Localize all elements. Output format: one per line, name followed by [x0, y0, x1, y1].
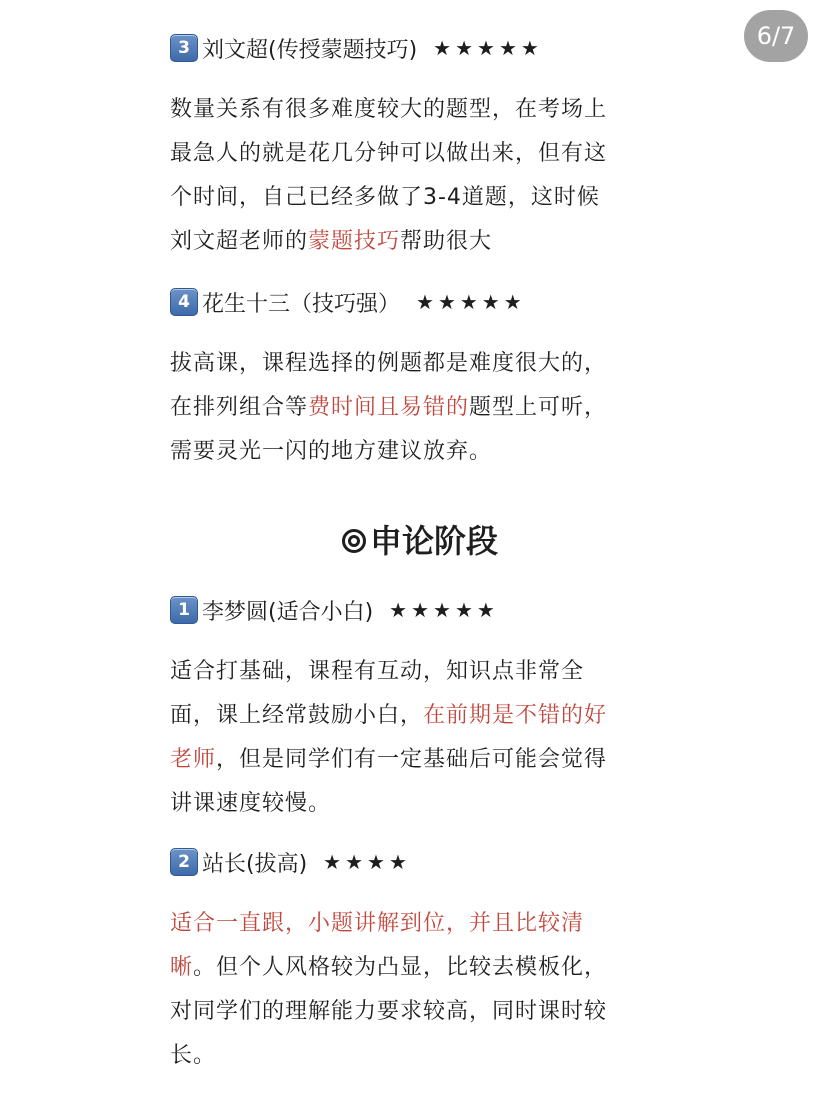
star-rating: ★★★★: [323, 850, 411, 874]
review-text: 刘文超老师的: [170, 229, 309, 254]
review-line: [170, 88, 670, 132]
section-title: [170, 516, 670, 560]
keycap-number-icon: 4: [170, 288, 198, 316]
teacher-review: [170, 650, 670, 826]
star-rating: ★★★★★: [433, 36, 543, 60]
review-text: 讲课速度较慢。: [170, 791, 332, 816]
review-line: [170, 430, 670, 474]
review-line: [170, 176, 670, 220]
teacher-name: 花生十三（技巧强）: [202, 291, 401, 317]
highlighted-text: 在前期是不错的好: [423, 703, 608, 728]
highlighted-text: 老师: [170, 747, 217, 772]
review-line: [170, 946, 670, 990]
highlighted-text: 适合一直跟，小题讲解到位，并且比较清: [170, 911, 585, 936]
teacher-name: 刘文超(传授蒙题技巧): [202, 37, 418, 63]
teacher-heading: [170, 30, 543, 66]
bullseye-icon: [342, 529, 366, 553]
review-text: 拔高课，课程选择的例题都是难度很大的，: [170, 351, 608, 376]
review-text: ，但是同学们有一定基础后可能会觉得: [216, 747, 608, 772]
teacher-review: [170, 902, 670, 1078]
review-text: 适合打基础，课程有互动，知识点非常全: [170, 659, 585, 684]
review-text: 长。: [170, 1043, 217, 1068]
review-text: 最急人的就是花几分钟可以做出来，但有这: [170, 141, 608, 166]
star-rating: ★★★★★: [416, 290, 526, 314]
review-line: [170, 738, 670, 782]
review-text: 面，课上经常鼓励小白，: [170, 703, 424, 728]
teacher-name: 站长(拔高): [202, 851, 308, 877]
review-text: 。但个人风格较为凸显，比较去模板化，: [193, 955, 608, 980]
teacher-review: [170, 342, 670, 474]
teacher-heading: [170, 592, 499, 628]
review-line: [170, 990, 670, 1034]
review-text: 对同学们的理解能力要求较高，同时课时较: [170, 999, 608, 1024]
review-text: 需要灵光一闪的地方建议放弃。: [170, 439, 493, 464]
keycap-number-icon: 2: [170, 848, 198, 876]
star-rating: ★★★★★: [389, 598, 499, 622]
teacher-heading: [170, 284, 526, 320]
teacher-review: [170, 88, 670, 264]
review-line: [170, 694, 670, 738]
page-indicator: 6/7: [744, 10, 808, 62]
review-line: [170, 782, 670, 826]
review-text: 在排列组合等: [170, 395, 309, 420]
review-line: [170, 650, 670, 694]
highlighted-text: 晰: [170, 955, 194, 980]
review-text: 帮助很大: [400, 229, 493, 254]
highlighted-text: 蒙题技巧: [308, 229, 401, 254]
review-line: [170, 902, 670, 946]
review-text: 个时间，自己已经多做了3-4道题，这时候: [170, 185, 600, 210]
teacher-name: 李梦圆(适合小白): [202, 599, 374, 625]
review-line: [170, 132, 670, 176]
review-line: [170, 386, 670, 430]
review-line: [170, 342, 670, 386]
highlighted-text: 费时间且易错的: [308, 395, 470, 420]
section-title-text: 申论阶段: [369, 522, 498, 560]
review-line: [170, 220, 670, 264]
review-text: 题型上可听，: [469, 395, 608, 420]
keycap-number-icon: 1: [170, 596, 198, 624]
review-text: 数量关系有很多难度较大的题型，在考场上: [170, 97, 608, 122]
review-line: [170, 1034, 670, 1078]
keycap-number-icon: 3: [170, 34, 198, 62]
teacher-heading: [170, 844, 411, 880]
